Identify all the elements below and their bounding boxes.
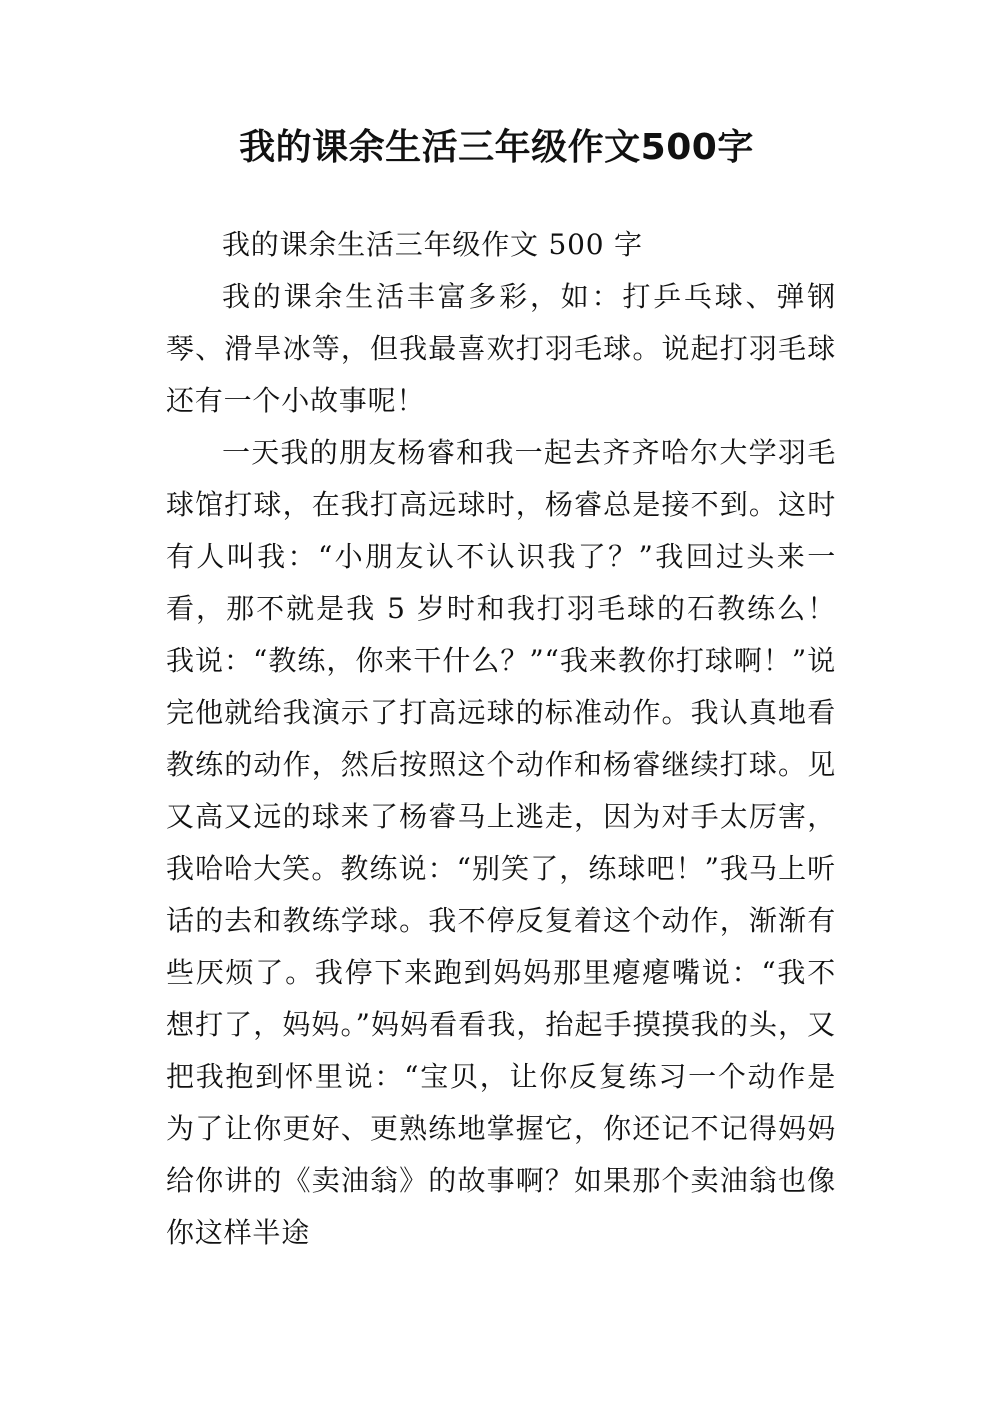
subtitle-paragraph: 我的课余生活三年级作文 500 字 — [222, 228, 643, 261]
document-title: 我的课余生活三年级作文500字 — [239, 127, 754, 168]
document-body — [166, 219, 836, 1259]
story-paragraph: 一天我的朋友杨睿和我一起去齐齐哈尔大学羽毛球馆打球，在我打高远球时，杨睿总是接不到。这时有人叫我：“小朋友认不认识我了？”我回过头来一看，那不就是我 5 岁时和我打羽毛球的石教练么！我说：“教练，你来干什么？”“我来教你打球啊！”说完他就给我演示了打高远球的标准动作。我认真地看教练的动作，然后按照这个动作和杨睿继续打球。见又高又远的球来了杨睿马上逃走，因为对手太厉害，我哈哈大笑。教练说：“别笑了，练球吧！”我马上听话的去和教练学球。我不停反复着这个动作，渐渐有些厌烦了。我停下来跑到妈妈那里瘪瘪嘴说：“我不想打了，妈妈。”妈妈看看我，抬起手摸摸我的头，又把我抱到怀里说：“宝贝，让你反复练习一个动作是为了让你更好、更熟练地掌握它，你还记不记得妈妈给你讲的《卖油翁》的故事啊？如果那个卖油翁也像你这样半途 — [166, 436, 836, 1249]
intro-paragraph: 我的课余生活丰富多彩，如：打乒乓球、弹钢琴、滑旱冰等，但我最喜欢打羽毛球。说起打羽毛球还有一个小故事呢！ — [166, 280, 836, 417]
